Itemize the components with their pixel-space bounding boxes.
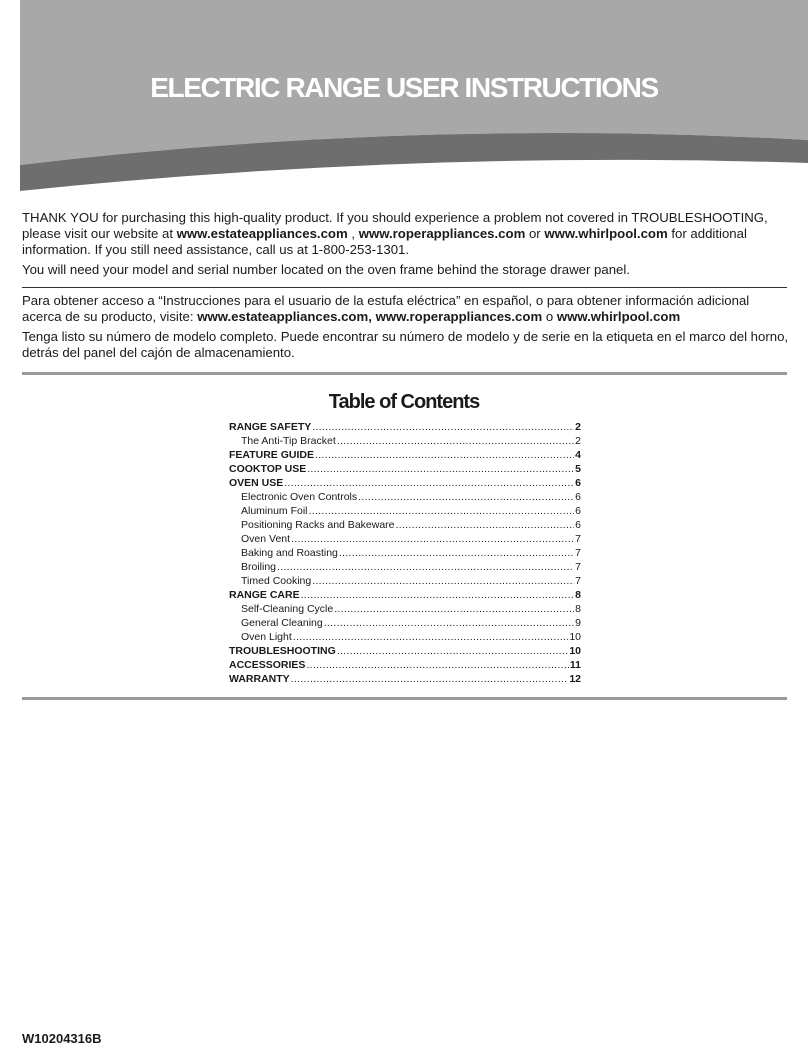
toc-leader-dots (315, 448, 574, 462)
toc-entry-label: Baking and Roasting (241, 547, 338, 559)
toc-entry-label: The Anti-Tip Bracket (241, 435, 336, 447)
toc-leader-dots (396, 518, 575, 532)
toc-entry[interactable] (229, 476, 581, 490)
toc-leader-dots (277, 560, 574, 574)
toc-entry[interactable] (229, 504, 581, 518)
toc-entry-label: Electronic Oven Controls (241, 491, 358, 503)
toc-leader-dots (291, 672, 569, 686)
toc-leader-dots (293, 630, 569, 644)
toc-entry-page: 7 (575, 547, 581, 559)
document-title: ELECTRIC RANGE USER INSTRUCTIONS (150, 72, 658, 103)
intro-es-paragraph-2: Tenga listo su número de modelo completo. Puede encontrar su número de modelo y de serie en la etiqueta en el marco del horno, detrás del panel del cajón de almacenamiento. (22, 329, 789, 360)
toc-entry-page: 11 (569, 659, 581, 671)
toc-entry[interactable] (229, 518, 581, 532)
toc-leader-dots (306, 658, 568, 672)
toc-entry-label: Broiling (241, 561, 277, 573)
toc-entry-page: 8 (575, 589, 581, 601)
toc-entry-page: 12 (569, 673, 581, 685)
toc-entry-label: FEATURE GUIDE (229, 449, 314, 461)
toc-entry-label: General Cleaning (241, 617, 323, 629)
toc-leader-dots (337, 434, 574, 448)
toc-entry-page: 10 (569, 631, 581, 643)
toc-entry-label: OVEN USE (229, 477, 284, 489)
toc-entry[interactable] (229, 602, 581, 616)
toc-entry-label: Aluminum Foil (241, 505, 308, 517)
toc-entry[interactable] (229, 490, 581, 504)
toc-entry-page: 2 (575, 421, 581, 433)
toc-entry-page: 5 (575, 463, 581, 475)
toc-entry[interactable] (229, 630, 581, 644)
toc-entry[interactable] (229, 448, 581, 462)
toc-entry[interactable] (229, 574, 581, 588)
roper-website-link: www.roperappliances.com (358, 226, 526, 241)
toc-entry[interactable] (229, 420, 581, 434)
roper-website-link-es: www.roperappliances.com (375, 309, 543, 324)
toc-entry[interactable] (229, 616, 581, 630)
intro-en-paragraph-2: You will need your model and serial number located on the oven frame behind the storage drawer panel. (22, 262, 630, 277)
toc-entry-page: 4 (575, 449, 581, 461)
toc-entry[interactable] (229, 658, 581, 672)
toc-entry-label: Oven Light (241, 631, 292, 643)
toc-entry-page: 7 (575, 533, 581, 545)
toc-bottom-divider (22, 697, 787, 700)
estate-website-link-es: www.estateappliances.com, (197, 309, 372, 324)
toc-entry[interactable] (229, 644, 581, 658)
toc-entry[interactable] (229, 672, 581, 686)
toc-entry-label: TROUBLESHOOTING (229, 645, 336, 657)
toc-entry-page: 6 (575, 477, 581, 489)
toc-entry-label: Timed Cooking (241, 575, 312, 587)
whirlpool-website-link-es: www.whirlpool.com (556, 309, 681, 324)
toc-entry-page: 6 (575, 505, 581, 517)
toc-entry-label: RANGE CARE (229, 589, 300, 601)
toc-leader-dots (334, 602, 574, 616)
section-divider (22, 287, 787, 288)
part-number: W10204316B (22, 1031, 102, 1046)
toc-leader-dots (312, 420, 574, 434)
toc-entry[interactable] (229, 588, 581, 602)
estate-website-link: www.estateappliances.com (176, 226, 348, 241)
toc-entry-label: Self-Cleaning Cycle (241, 603, 334, 615)
toc-entry-label: Oven Vent (241, 533, 291, 545)
toc-entry[interactable] (229, 560, 581, 574)
intro-es-paragraph-1: Para obtener acceso a “Instrucciones para el usuario de la estufa eléctrica” en español, o para obtener información adicional acerca de su producto, visite: www.estateappliances.com, www.roperappliances.com o www.whirlpool.com (22, 293, 750, 324)
toc-leader-dots (284, 476, 574, 490)
toc-top-divider (22, 372, 787, 375)
toc-leader-dots (312, 574, 574, 588)
toc-entry-label: Positioning Racks and Bakeware (241, 519, 395, 531)
toc-leader-dots (358, 490, 574, 504)
toc-leader-dots (291, 532, 574, 546)
toc-leader-dots (324, 616, 574, 630)
toc-leader-dots (301, 588, 575, 602)
header-banner (0, 0, 808, 200)
toc-entry[interactable] (229, 462, 581, 476)
toc-entry-page: 6 (575, 491, 581, 503)
toc-entry-page: 2 (575, 435, 581, 447)
intro-en-paragraph-1: THANK YOU for purchasing this high-quality product. If you should experience a problem not covered in TROUBLESHOOTING, please visit our website at www.estateappliances.com , www.roperappliances.com or www.whirlpool.com for additional information. If you still need assistance, call us at 1-800-253-1301. (22, 210, 768, 257)
toc-entry[interactable] (229, 434, 581, 448)
toc-leader-dots (339, 546, 574, 560)
table-of-contents (229, 420, 581, 686)
toc-entry-page: 10 (569, 645, 581, 657)
toc-title: Table of Contents (328, 391, 480, 413)
toc-entry[interactable] (229, 532, 581, 546)
toc-entry-page: 7 (575, 561, 581, 573)
toc-entry-page: 8 (575, 603, 581, 615)
whirlpool-website-link: www.whirlpool.com (544, 226, 668, 241)
toc-leader-dots (337, 644, 569, 658)
toc-entry-label: ACCESSORIES (229, 659, 306, 671)
toc-leader-dots (307, 462, 574, 476)
toc-entry-page: 9 (575, 617, 581, 629)
toc-entry-label: WARRANTY (229, 673, 290, 685)
toc-entry-page: 6 (575, 519, 581, 531)
toc-entry-label: COOKTOP USE (229, 463, 307, 475)
toc-leader-dots (309, 504, 575, 518)
toc-entry-page: 7 (575, 575, 581, 587)
toc-entry-label: RANGE SAFETY (229, 421, 312, 433)
toc-entry[interactable] (229, 546, 581, 560)
